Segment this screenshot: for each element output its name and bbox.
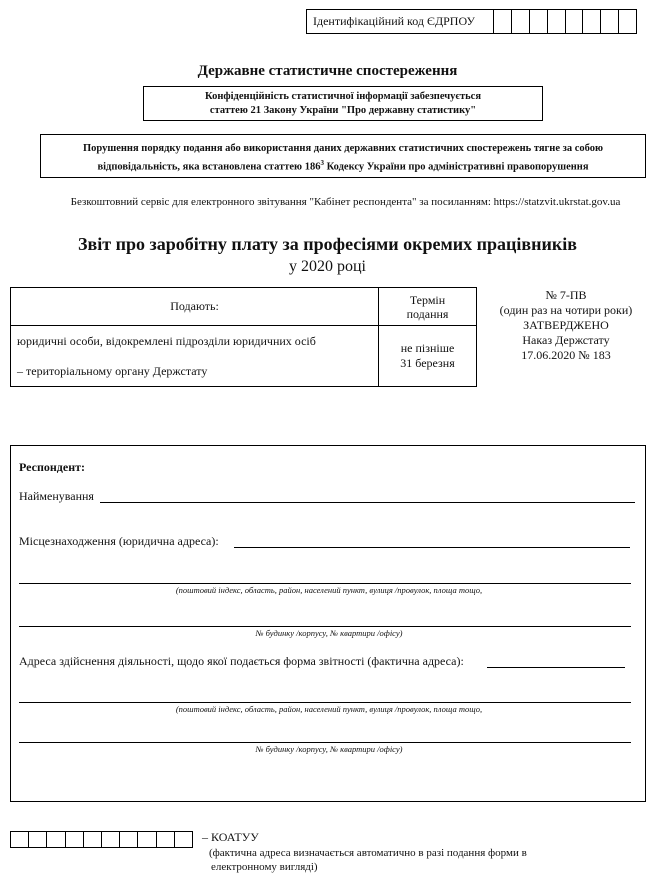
- actual-address-input-line-2[interactable]: [19, 702, 631, 703]
- actual-address-input[interactable]: [487, 667, 625, 668]
- edrpou-label: Ідентифікаційний код ЄДРПОУ: [307, 10, 494, 33]
- form-frequency: (один раз на чотири роки): [499, 303, 633, 317]
- deadline-header-line-1: Термін: [409, 292, 446, 307]
- edrpou-digit-cell[interactable]: [530, 10, 548, 33]
- submitters-line-1: юридичні особи, відокремлені підрозділи юридичних осіб: [17, 334, 316, 348]
- edrpou-digit-cell[interactable]: [583, 10, 601, 33]
- name-input[interactable]: [100, 502, 635, 503]
- edrpou-digit-cell[interactable]: [512, 10, 530, 33]
- deadline-line-1: не пізніше: [400, 341, 455, 355]
- koatuu-digit-cell[interactable]: [66, 832, 84, 847]
- deadline-header-line-2: подання: [406, 306, 449, 321]
- koatuu-note-line-2: електронному вигляді): [211, 861, 318, 873]
- koatuu-digit-cell[interactable]: [138, 832, 156, 847]
- koatuu-code-field: [10, 831, 193, 848]
- table-header-row: [11, 288, 477, 326]
- edrpou-code-field: [306, 9, 637, 34]
- deadline-line-2: 31 березня: [400, 356, 455, 370]
- legal-address-input[interactable]: [234, 547, 630, 548]
- confidentiality-line-2: статтею 21 Закону України "Про державну статистику": [209, 105, 477, 116]
- koatuu-digit-cell[interactable]: [11, 832, 29, 847]
- name-label: Найменування: [19, 489, 94, 503]
- koatuu-digit-cell[interactable]: [102, 832, 120, 847]
- form-info: [477, 288, 655, 363]
- article-superscript: 3: [320, 159, 324, 167]
- submitters-line-2: – територіальному органу Держстату: [17, 364, 208, 378]
- violation-line-1: Порушення порядку подання або використання даних державних статистичних спостережень тягне за собою: [82, 143, 604, 154]
- violation-notice: [40, 134, 646, 178]
- legal-address-input-line-3[interactable]: [19, 626, 631, 627]
- submission-table: [10, 287, 477, 387]
- legal-address-label: Місцезнаходження (юридична адреса):: [19, 534, 219, 548]
- koatuu-digit-cell[interactable]: [157, 832, 175, 847]
- koatuu-note-line-1: (фактична адреса визначається автоматично в разі подання форми в: [209, 847, 527, 859]
- koatuu-digit-cell[interactable]: [84, 832, 102, 847]
- actual-address-input-line-3[interactable]: [19, 742, 631, 743]
- submitters-header: Подають:: [11, 288, 379, 326]
- building-hint: № будинку /корпусу, № квартири /офісу): [255, 628, 403, 638]
- submitters-cell: [11, 326, 379, 387]
- confidentiality-line-1: Конфіденційність статистичної інформації забезпечується: [204, 91, 481, 102]
- report-title: Звіт про заробітну плату за професіями окремих працівників: [78, 234, 577, 254]
- report-year: у 2020 році: [288, 258, 366, 275]
- koatuu-label: – КОАТУУ: [202, 830, 259, 844]
- state-observation-heading: Державне статистичне спостереження: [197, 63, 458, 79]
- edrpou-digit-cell[interactable]: [566, 10, 584, 33]
- free-service-notice: Безкоштовний сервіс для електронного звітування "Кабінет респондента" за посиланням: https://statzvit.ukrstat.gov.ua: [70, 196, 621, 208]
- table-row: [11, 326, 477, 387]
- form-number: № 7-ПВ: [545, 288, 587, 302]
- form-order-date: 17.06.2020 № 183: [521, 348, 611, 362]
- koatuu-digit-cell[interactable]: [29, 832, 47, 847]
- postal-hint-2: (поштовий індекс, область, район, населений пункт, вулиця /провулок, площа тощо,: [175, 704, 483, 714]
- edrpou-digit-cell[interactable]: [548, 10, 566, 33]
- building-hint-2: № будинку /корпусу, № квартири /офісу): [255, 744, 403, 754]
- confidentiality-notice: [143, 86, 543, 121]
- deadline-cell: [379, 326, 477, 387]
- violation-line-2-start: відповідальність, яка встановлена статтею 186: [97, 161, 321, 173]
- koatuu-digit-cell[interactable]: [47, 832, 65, 847]
- edrpou-digit-cell[interactable]: [619, 10, 636, 33]
- koatuu-digit-cell[interactable]: [120, 832, 138, 847]
- violation-line-2: [41, 156, 645, 175]
- koatuu-digit-cell[interactable]: [175, 832, 192, 847]
- edrpou-digit-cell[interactable]: [601, 10, 619, 33]
- actual-address-label: Адреса здійснення діяльності, щодо якої подається форма звітності (фактична адреса):: [19, 654, 464, 668]
- violation-line-2-end: Кодексу України про адміністративні правопорушення: [323, 161, 589, 173]
- legal-address-input-line-2[interactable]: [19, 583, 631, 584]
- form-approved: ЗАТВЕРДЖЕНО: [523, 318, 609, 332]
- respondent-section: [10, 445, 646, 802]
- koatuu-note: [209, 846, 569, 874]
- postal-hint: (поштовий індекс, область, район, населений пункт, вулиця /провулок, площа тощо,: [175, 585, 483, 595]
- form-order: Наказ Держстату: [522, 333, 610, 347]
- deadline-header: [379, 288, 477, 326]
- respondent-heading: Респондент:: [19, 460, 85, 474]
- edrpou-digit-cell[interactable]: [494, 10, 512, 33]
